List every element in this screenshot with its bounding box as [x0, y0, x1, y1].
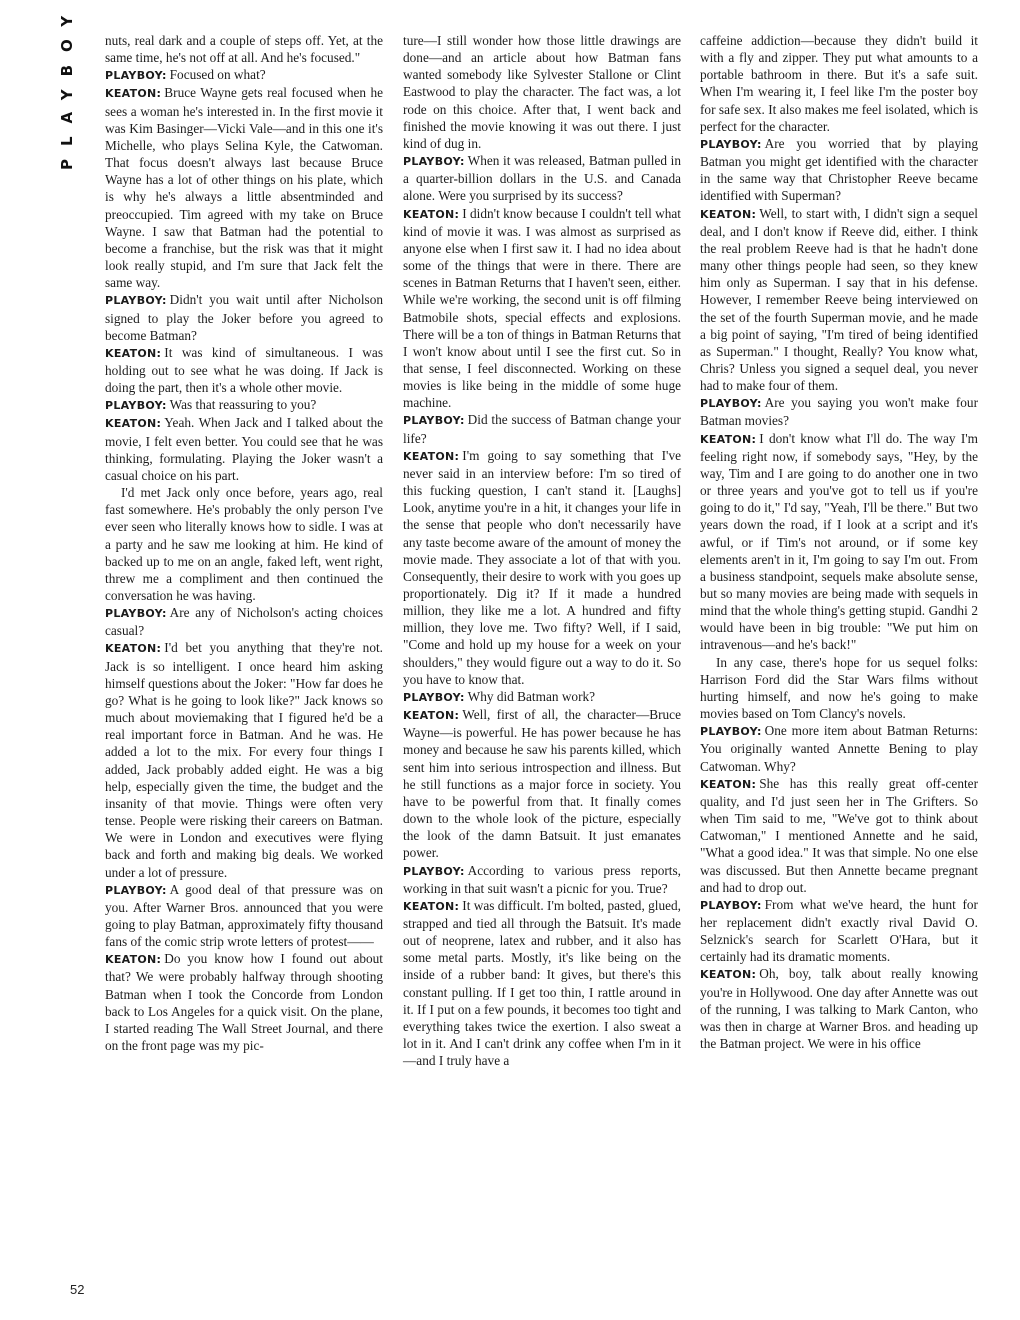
- interview-paragraph: [105, 396, 383, 414]
- interview-paragraph: [700, 775, 978, 896]
- interview-paragraph: [403, 205, 681, 412]
- interview-paragraph: [700, 430, 978, 654]
- interview-paragraph: [105, 484, 383, 604]
- speaker-label: KEATON:: [105, 346, 162, 360]
- interview-paragraph: [700, 654, 978, 723]
- speaker-label: KEATON:: [700, 777, 757, 791]
- speaker-label: PLAYBOY:: [105, 607, 167, 621]
- interview-paragraph: [403, 897, 681, 1070]
- interview-paragraph: [403, 688, 681, 706]
- paragraph-text: ture—I still wonder how those little drawings are done—and an article about how Batman fans wanted somebody like Sylvester Stallone or Clint Eastwood to play the character. The fact was, a lot rode on this choice. After that, I went back and finished the movie knowing it was out there. I just kind of dug in.: [403, 33, 681, 151]
- interview-paragraph: [700, 394, 978, 429]
- interview-paragraph: [105, 604, 383, 639]
- text-column-2: [403, 32, 681, 1069]
- speaker-label: PLAYBOY:: [700, 137, 762, 151]
- speaker-label: KEATON:: [105, 417, 162, 431]
- interview-paragraph: [403, 862, 681, 897]
- speaker-label: PLAYBOY:: [700, 397, 762, 411]
- paragraph-text: Why did Batman work?: [467, 688, 596, 704]
- speaker-label: KEATON:: [700, 968, 757, 982]
- interview-paragraph: [105, 414, 383, 484]
- page-number: 52: [70, 1282, 85, 1297]
- paragraph-text: I didn't know because I couldn't tell what kind of movie it was. I was almost as surprised as anyone else when I first saw it. I had no idea about some of the things that were in there. There are scenes in Batman Returns that I haven't seen, either. While we're working, the second unit is off filming Batmobile shots, special effects and explosions. There will be a ton of things in Batman Returns that I won't know about until I see the first cut. So in that sense, I feel disconnected. Working on these movies is like being in the middle of some huge machine.: [403, 205, 681, 411]
- speaker-label: PLAYBOY:: [105, 883, 167, 897]
- interview-paragraph: [105, 881, 383, 951]
- paragraph-text: It was difficult. I'm bolted, pasted, glued, strapped and tied all through the Batsuit. It's made out of neoprene, latex and rubber, and it also has some metal parts. Mostly, it's like being on the inside of a rubber band: It gives, but there's this constant pulling. If I get too thin, I rattle around in it. If I put on a few pounds, it becomes too tight and everything takes twice the exertion. I also sweat a lot in it. And I can't drink any coffee when I'm in it—and I truly have a: [403, 897, 681, 1069]
- paragraph-text: Oh, boy, talk about really knowing you're in Hollywood. One day after Annette was out of the running, I was talking to Mark Canton, who was then in charge at Warner Bros. and heading up the Batman project. We were in his office: [700, 966, 978, 1052]
- paragraph-text: Are any of Nicholson's acting choices casual?: [105, 605, 383, 639]
- speaker-label: PLAYBOY:: [403, 690, 465, 704]
- interview-paragraph: [700, 135, 978, 205]
- paragraph-text: Was that reassuring to you?: [169, 397, 317, 413]
- paragraph-text: I'd bet you anything that they're not. Jack is so intelligent. I once heard him asking himself questions about the Joker: "How far does he go? What is he going to look like?" Jack knows so much about moviemaking that I figured he'd be a real important force in Batman. And he was. He added a lot to the mix. For every four things I added, Jack probably added eight. He was a big help, especially given the time, the budget and the insanity of that movie. Things were often very tense. People were risking their careers on Batman. We were in London and executives were flying back and forth and making big deals. We worked under a lot of pressure.: [105, 640, 383, 880]
- interview-paragraph: [403, 706, 681, 861]
- magazine-name: PLAYBOY: [58, 2, 76, 170]
- interview-paragraph: [105, 344, 383, 396]
- interview-paragraph: [403, 447, 681, 688]
- speaker-label: KEATON:: [105, 953, 162, 967]
- paragraph-text: In any case, there's hope for us sequel folks: Harrison Ford did the Star Wars films without hurting himself, and now he's going to make movies based on Tom Clancy's novels.: [700, 654, 978, 722]
- interview-paragraph: [105, 84, 383, 291]
- paragraph-text: Do you know how I found out about that? We were probably halfway through shooting Batman when I took the Concorde from London back to Los Angeles for a quick visit. On the plane, I started reading The Wall Street Journal, and there on the front page was my pic-: [105, 951, 383, 1054]
- paragraph-text: caffeine addiction—because they didn't build it with a fly and zipper. They put what amounts to a portable bathroom in there. But it's a safe suit. When I'm wearing it, I feel like I'm the poster boy for safe sex. It also makes me feel isolated, which is perfect for the character.: [700, 33, 978, 134]
- speaker-label: KEATON:: [403, 449, 460, 463]
- speaker-label: PLAYBOY:: [105, 399, 167, 413]
- interview-paragraph: [105, 291, 383, 343]
- speaker-label: KEATON:: [700, 207, 757, 221]
- interview-paragraph: [403, 152, 681, 204]
- speaker-label: KEATON:: [105, 87, 162, 101]
- paragraph-text: Well, to start with, I didn't sign a sequel deal, and I don't know if Reeve did, either. I think the real problem Reeve had is that he hadn't done many other things people had seen, so they knew him only as Superman. I say that in his defense. However, I remember Reeve being interviewed on the set of the fourth Superman movie, and he made a big point of saying, "I'm tired of being identified as Superman." I thought, Really? You know what, Chris? Unless you signed a sequel deal, you never had to make four of them.: [700, 205, 978, 394]
- speaker-label: PLAYBOY:: [403, 155, 465, 169]
- paragraph-text: Yeah. When Jack and I talked about the movie, I felt even better. You could see that he was thinking, formulating. Playing the Joker wasn't a casual choice on his part.: [105, 415, 383, 483]
- paragraph-text: Are you saying you won't make four Batman movies?: [700, 395, 978, 429]
- paragraph-text: I'd met Jack only once before, years ago, real fast somewhere. He's probably the only person I've ever seen who literally knows how to sidle. I was at a party and he saw me looking at him. He kind of backed up to me on an angle, faked left, went right, threw me a compliment and then continued the conversation he was having.: [105, 485, 383, 603]
- speaker-label: KEATON:: [403, 709, 460, 723]
- paragraph-text: According to various press reports, working in that suit wasn't a picnic for you. True?: [403, 862, 681, 896]
- speaker-label: KEATON:: [700, 432, 757, 446]
- interview-paragraph: [700, 205, 978, 395]
- paragraph-text: I'm going to say something that I've never said in an interview before: I'm so tired of this fucking question, I can't stand it. [Laughs] Look, anytime you're in a hit, it changes your life in the sense that people who don't necessarily have any taste become aware of the amount of money the movie made. They associate a lot of that with you. Consequently, their desire to work with you goes up proportionately. Dig it? If it made a hundred million, they like me a lot. A hundred and fifty million, they love me. Two fifty? Well, if I said, "Come and hold up my house for a week on your shoulders," they would figure out a way to do it. So you have to know that.: [403, 447, 681, 687]
- paragraph-text: Focused on what?: [169, 67, 266, 83]
- paragraph-text: Bruce Wayne gets real focused when he sees a woman he's interested in. In the first movie it was Kim Basinger—Vicki Vale—and in this one it's Michelle, who plays Selina Kyle, the Catwoman. That focus doesn't always last because Bruce Wayne has a lot of other things on his plate, which is why he's always a little absentminded and preoccupied. Tim agreed with my take on Bruce Wayne. I saw that Batman had the potential to become a franchise, but the risk was that it might look really stupid, and I'm sure that Jack felt the same way.: [105, 85, 383, 291]
- paragraph-text: A good deal of that pressure was on you. After Warner Bros. announced that you were going to play Batman, approximately fifty thousand fans of the comic strip wrote letters of protest——: [105, 881, 383, 950]
- speaker-label: PLAYBOY:: [403, 414, 465, 428]
- speaker-label: PLAYBOY:: [105, 294, 167, 308]
- speaker-label: KEATON:: [403, 207, 460, 221]
- paragraph-text: Well, first of all, the character—Bruce Wayne—is powerful. He has power because he has money and because he saw his parents killed, which sent him into serious introspection and illness. But he still functions as a major force in society. You have to be powerful from that. It finally comes down to the whole look of the picture, especially the look of the damn Batsuit. It just emanates power.: [403, 707, 681, 861]
- interview-paragraph: [105, 639, 383, 880]
- interview-paragraph: [105, 950, 383, 1054]
- paragraph-text: She has this really great off-center quality, and I'd just seen her in The Grifters. So when Tim said to me, "We've got to think about Catwoman," I mentioned Annette and he said, "What a good idea." It was that simple. No one else was discussed. But then Annette became pregnant and had to drop out.: [700, 775, 978, 895]
- speaker-label: PLAYBOY:: [403, 864, 465, 878]
- interview-paragraph: [105, 32, 383, 66]
- speaker-label: PLAYBOY:: [700, 898, 762, 912]
- paragraph-text: Are you worried that by playing Batman you might get identified with the character in the same way that Christopher Reeve became identified with Superman?: [700, 135, 978, 204]
- paragraph-text: When it was released, Batman pulled in a quarter-billion dollars in the U.S. and Canada alone. Were you surprised by its success?: [403, 153, 681, 204]
- speaker-label: KEATON:: [105, 642, 162, 656]
- text-column-1: [105, 32, 383, 1054]
- paragraph-text: One more item about Batman Returns: You originally wanted Annette Bening to play Catwoman. Why?: [700, 723, 978, 774]
- interview-paragraph: [700, 32, 978, 135]
- paragraph-text: nuts, real dark and a couple of steps off. Yet, at the same time, he's not off at all. And he's focused.": [105, 33, 383, 66]
- paragraph-text: From what we've heard, the hunt for her replacement didn't exactly rival David O. Selznick's search for Scarlett O'Hara, but it certainly had its dramatic moments.: [700, 896, 978, 965]
- paragraph-text: Did the success of Batman change your life?: [403, 412, 681, 446]
- interview-paragraph: [105, 66, 383, 84]
- interview-paragraph: [700, 965, 978, 1052]
- paragraph-text: I don't know what I'll do. The way I'm feeling right now, if somebody says, "Hey, by the way, Tim and I are going to do another one in two or three years and you've got to tell us if you're going to do it," I'd say, "Yeah, I'll be there." But two years down the road, if I look at a script and it's awful, or if Tim's not around, or if some key elements aren't in it, I'm going to say I'm out. From a business standpoint, sequels make absolute sense, but so many movies are being made with sequels in mind that the whole thing's getting stupid. Gandhi 2 would have been in big trouble: "We put him on intravenous—and he's back!": [700, 430, 978, 653]
- paragraph-text: Didn't you wait until after Nicholson signed to play the Joker before you agreed to become Batman?: [105, 292, 383, 343]
- text-column-3: [700, 32, 978, 1052]
- paragraph-text: It was kind of simultaneous. I was holding out to see what he was doing. If Jack is doing the part, then it's a whole other movie.: [105, 344, 383, 396]
- speaker-label: KEATON:: [403, 899, 460, 913]
- interview-paragraph: [700, 722, 978, 774]
- interview-paragraph: [403, 411, 681, 446]
- interview-paragraph: [403, 32, 681, 152]
- speaker-label: PLAYBOY:: [700, 725, 762, 739]
- magazine-sidebar: [54, 2, 80, 170]
- speaker-label: PLAYBOY:: [105, 69, 167, 83]
- interview-paragraph: [700, 896, 978, 966]
